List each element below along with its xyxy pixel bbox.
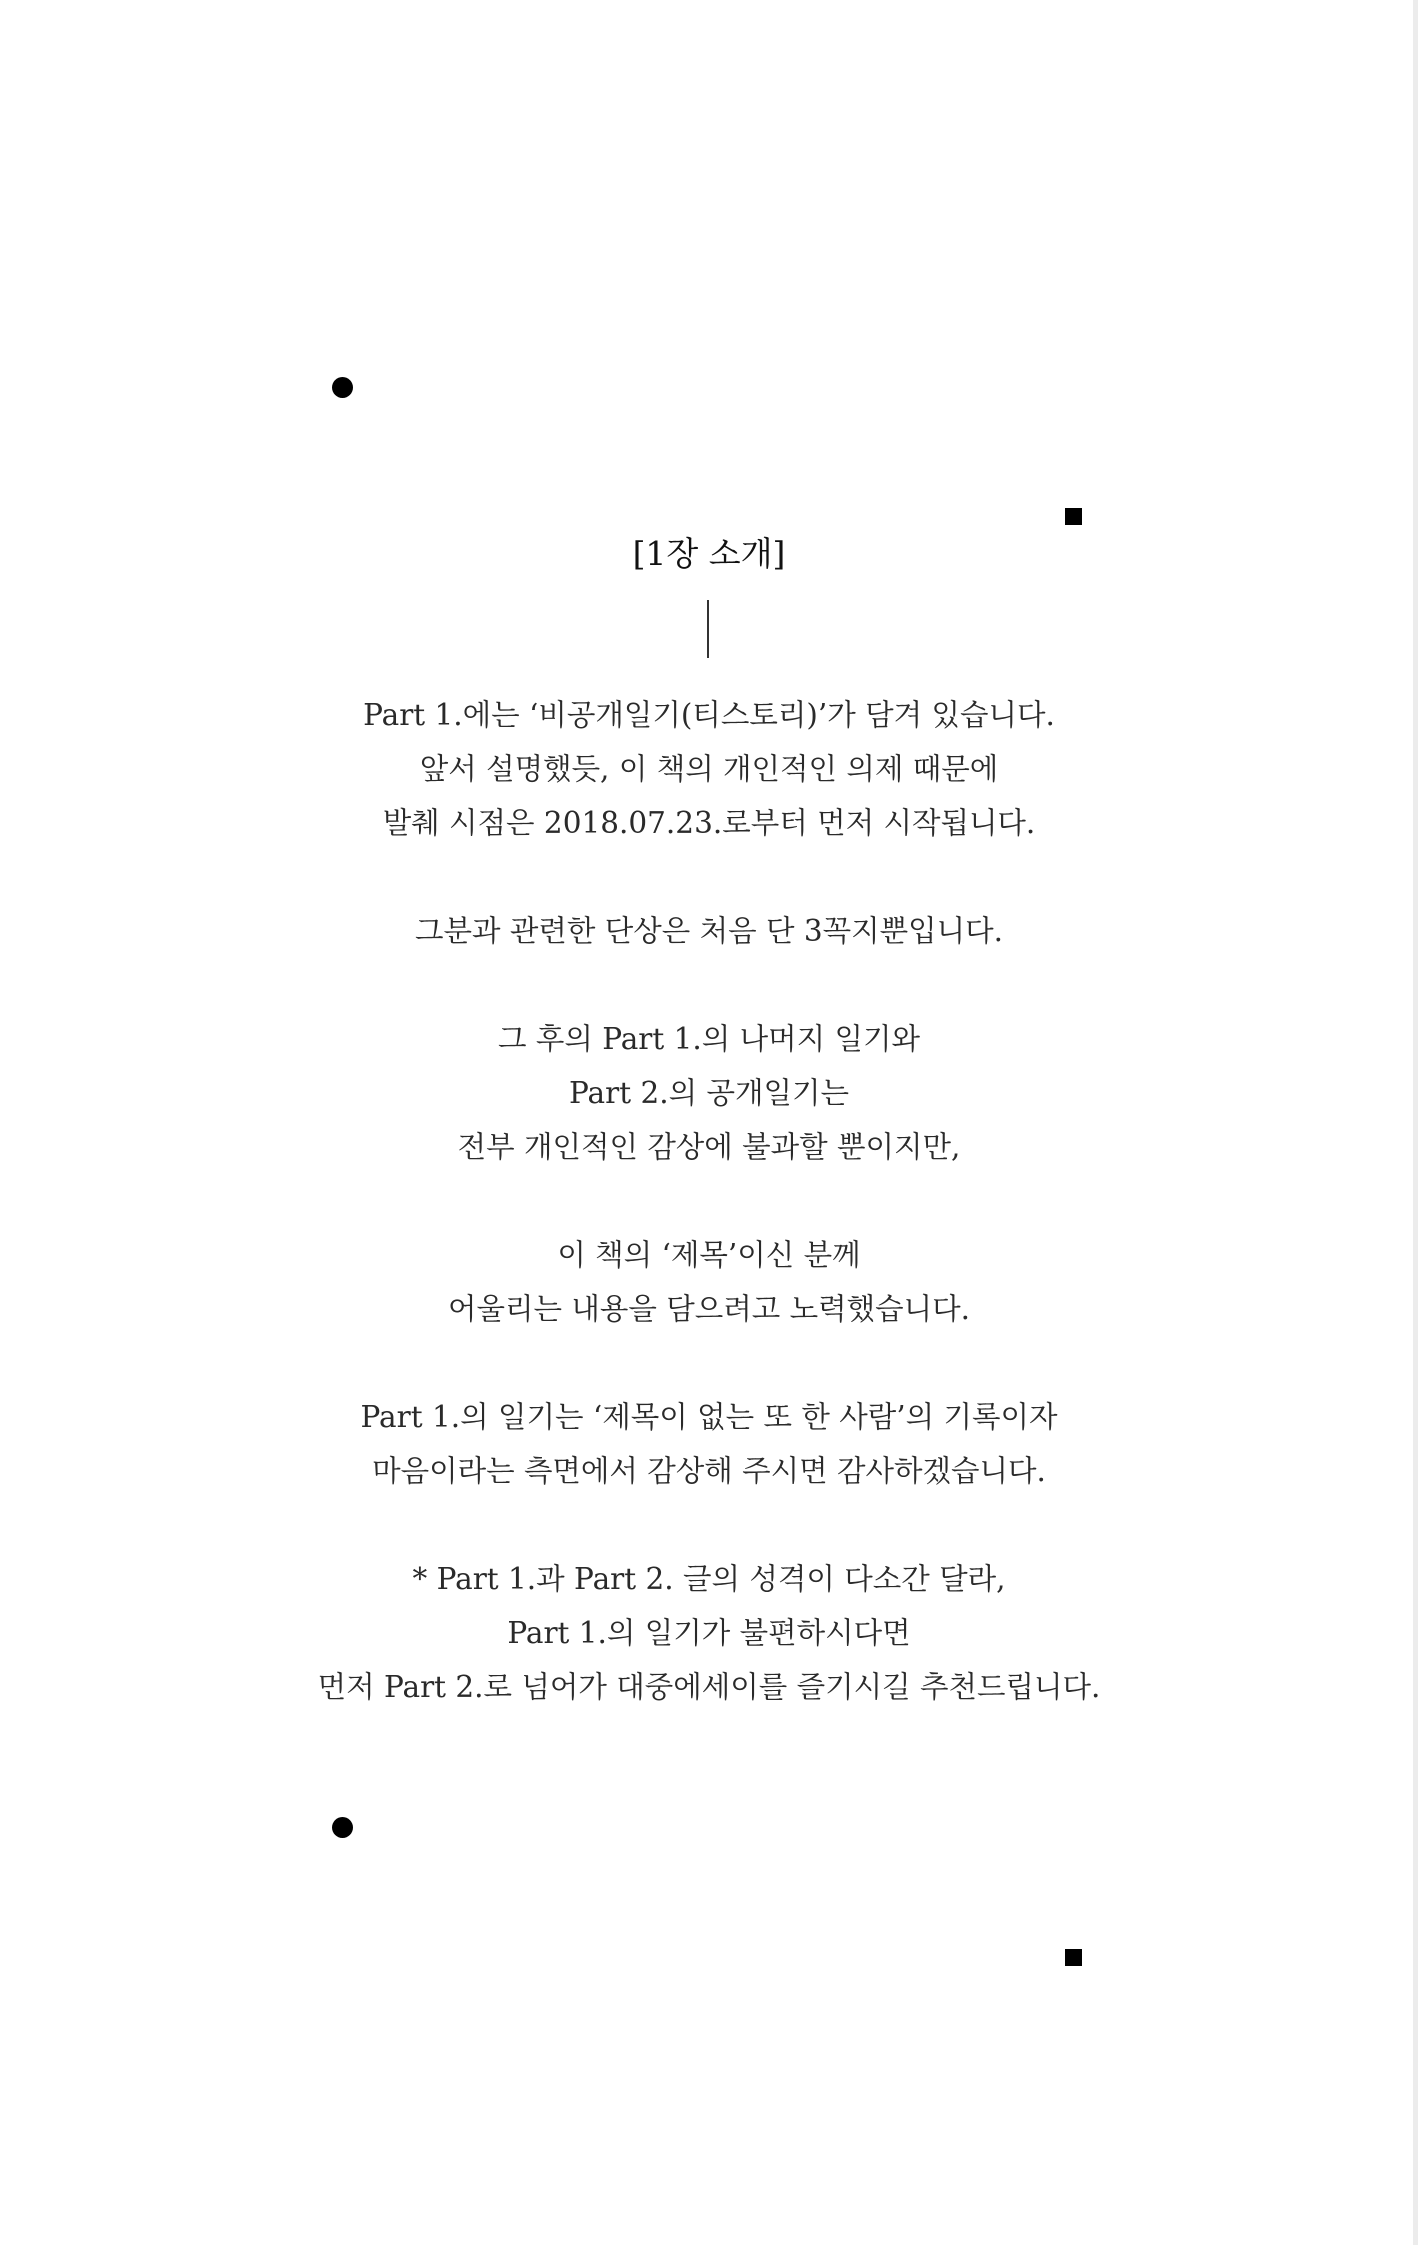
text-line: 그 후의 Part 1.의 나머지 일기와 bbox=[497, 1022, 921, 1056]
paragraph bbox=[300, 1012, 1118, 1174]
text-line: 먼저 Part 2.로 넘어가 대중에세이를 즐기시길 추천드립니다. bbox=[317, 1670, 1101, 1704]
paragraph-gap bbox=[300, 1174, 1118, 1228]
paragraph bbox=[300, 688, 1118, 850]
text-line: 어울리는 내용을 담으려고 노력했습니다. bbox=[448, 1292, 970, 1326]
text-line: Part 1.의 일기는 ‘제목이 없는 또 한 사람’의 기록이자 bbox=[360, 1400, 1058, 1434]
text-line: Part 2.의 공개일기는 bbox=[569, 1076, 849, 1110]
paragraph-gap bbox=[300, 958, 1118, 1012]
paragraph-gap bbox=[300, 850, 1118, 904]
bottom-square-ornament bbox=[1065, 1949, 1082, 1966]
text-line: 발췌 시점은 2018.07.23.로부터 먼저 시작됩니다. bbox=[382, 806, 1036, 840]
paragraph bbox=[300, 1228, 1118, 1336]
intro-body bbox=[300, 688, 1118, 1714]
text-line: 전부 개인적인 감상에 불과할 뿐이지만, bbox=[457, 1130, 961, 1164]
paragraph bbox=[300, 1390, 1118, 1498]
paragraph-gap bbox=[300, 1336, 1118, 1390]
page-edge bbox=[1413, 0, 1418, 2245]
title-divider bbox=[707, 600, 709, 658]
section-title: [1장 소개] bbox=[632, 534, 786, 573]
top-dot-ornament bbox=[332, 377, 353, 398]
paragraph bbox=[300, 904, 1118, 958]
paragraph bbox=[300, 1552, 1118, 1714]
text-line: 앞서 설명했듯, 이 책의 개인적인 의제 때문에 bbox=[419, 752, 999, 786]
top-square-ornament bbox=[1065, 508, 1082, 525]
text-line: Part 1.에는 ‘비공개일기(티스토리)’가 담겨 있습니다. bbox=[363, 698, 1055, 732]
text-line: 마음이라는 측면에서 감상해 주시면 감사하겠습니다. bbox=[372, 1454, 1046, 1488]
bottom-dot-ornament bbox=[332, 1817, 353, 1838]
text-line: Part 1.의 일기가 불편하시다면 bbox=[507, 1616, 911, 1650]
text-line: 그분과 관련한 단상은 처음 단 3꼭지뿐입니다. bbox=[415, 914, 1003, 948]
text-line: 이 책의 ‘제목’이신 분께 bbox=[557, 1238, 861, 1272]
text-line: * Part 1.과 Part 2. 글의 성격이 다소간 달라, bbox=[412, 1562, 1006, 1596]
paragraph-gap bbox=[300, 1498, 1118, 1552]
